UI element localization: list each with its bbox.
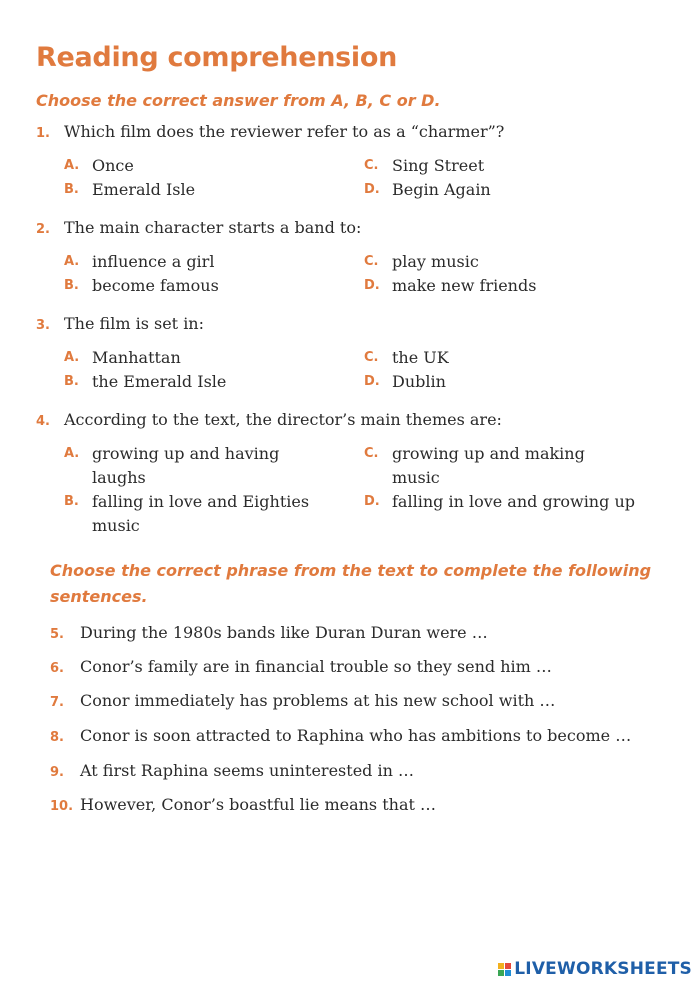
- option-letter: C.: [364, 446, 379, 461]
- option-1c[interactable]: [364, 154, 654, 178]
- option-text: the UK: [392, 348, 449, 367]
- sentence-7: [50, 690, 555, 714]
- option-2a[interactable]: [64, 250, 354, 274]
- option-text: Manhattan: [92, 348, 181, 367]
- question-1: [36, 121, 656, 202]
- sentence-number: 7.: [50, 695, 64, 710]
- option-1b[interactable]: [64, 178, 354, 202]
- sentence-text: However, Conor’s boastful lie means that …: [80, 795, 437, 814]
- option-3d[interactable]: [364, 370, 654, 394]
- option-text: Begin Again: [392, 180, 491, 199]
- option-text: influence a girl: [92, 252, 215, 271]
- question-number: 3.: [36, 318, 50, 333]
- sentence-8: [50, 725, 631, 749]
- option-3b[interactable]: [64, 370, 354, 394]
- option-text: falling in love and Eighties music: [92, 492, 310, 535]
- option-letter: C.: [364, 254, 379, 269]
- question-text: The main character starts a band to:: [64, 218, 362, 237]
- sentence-number: 6.: [50, 661, 64, 676]
- option-text: growing up and having laughs: [92, 444, 280, 487]
- option-1d[interactable]: [364, 178, 654, 202]
- option-letter: D.: [364, 278, 380, 293]
- sentence-number: 5.: [50, 627, 64, 642]
- instruction-choose-phrase: Choose the correct phrase from the text to complete the following sentences.: [50, 561, 652, 606]
- sentence-10: [50, 794, 436, 818]
- sentence-text: Conor’s family are in financial trouble so they send him …: [80, 657, 552, 676]
- option-letter: A.: [64, 254, 80, 269]
- sentence-9: [50, 760, 414, 784]
- option-text: the Emerald Isle: [92, 372, 227, 391]
- option-4c[interactable]: [364, 442, 654, 490]
- sentence-text: During the 1980s bands like Duran Duran were …: [80, 623, 488, 642]
- option-letter: B.: [64, 494, 79, 509]
- option-text: Once: [92, 156, 134, 175]
- option-text: Emerald Isle: [92, 180, 196, 199]
- option-3c[interactable]: [364, 346, 654, 370]
- option-letter: D.: [364, 374, 380, 389]
- sentence-6: [50, 656, 552, 680]
- question-text: According to the text, the director’s main themes are:: [64, 410, 502, 429]
- question-number: 2.: [36, 222, 50, 237]
- option-letter: B.: [64, 374, 79, 389]
- logo-mark-icon: [498, 963, 511, 976]
- option-2d[interactable]: [364, 274, 654, 298]
- sentence-number: 10.: [50, 799, 74, 814]
- option-2b[interactable]: [64, 274, 354, 298]
- logo-text: LIVEWORKSHEETS: [514, 959, 692, 979]
- sentence-text: Conor immediately has problems at his new school with …: [80, 691, 556, 710]
- option-letter: B.: [64, 278, 79, 293]
- question-4: [36, 409, 656, 538]
- option-text: Sing Street: [392, 156, 485, 175]
- option-letter: A.: [64, 158, 80, 173]
- sentence-5: [50, 622, 488, 646]
- liveworksheets-logo: [498, 959, 692, 979]
- instruction-choose-answer: Choose the correct answer from A, B, C or D.: [36, 91, 441, 110]
- question-3: [36, 313, 656, 394]
- option-letter: A.: [64, 350, 80, 365]
- option-letter: C.: [364, 350, 379, 365]
- option-letter: D.: [364, 494, 380, 509]
- option-letter: C.: [364, 158, 379, 173]
- question-2: [36, 217, 656, 298]
- question-number: 1.: [36, 126, 50, 141]
- option-4d[interactable]: [364, 490, 654, 514]
- question-number: 4.: [36, 414, 50, 429]
- option-3a[interactable]: [64, 346, 354, 370]
- option-letter: A.: [64, 446, 80, 461]
- option-2c[interactable]: [364, 250, 654, 274]
- option-1a[interactable]: [64, 154, 354, 178]
- option-4b[interactable]: [64, 490, 354, 538]
- sentence-text: At first Raphina seems uninterested in …: [80, 761, 414, 780]
- option-text: become famous: [92, 276, 219, 295]
- sentence-number: 8.: [50, 730, 64, 745]
- option-letter: D.: [364, 182, 380, 197]
- option-text: Dublin: [392, 372, 446, 391]
- question-text: Which film does the reviewer refer to as a “charmer”?: [64, 122, 505, 141]
- sentence-text: Conor is soon attracted to Raphina who has ambitions to become …: [80, 726, 632, 745]
- page-title: Reading comprehension: [36, 42, 398, 73]
- sentence-number: 9.: [50, 765, 64, 780]
- option-text: falling in love and growing up: [392, 492, 635, 511]
- option-text: growing up and making music: [392, 444, 585, 487]
- option-text: play music: [392, 252, 479, 271]
- option-text: make new friends: [392, 276, 537, 295]
- option-4a[interactable]: [64, 442, 354, 490]
- option-letter: B.: [64, 182, 79, 197]
- question-text: The film is set in:: [64, 314, 204, 333]
